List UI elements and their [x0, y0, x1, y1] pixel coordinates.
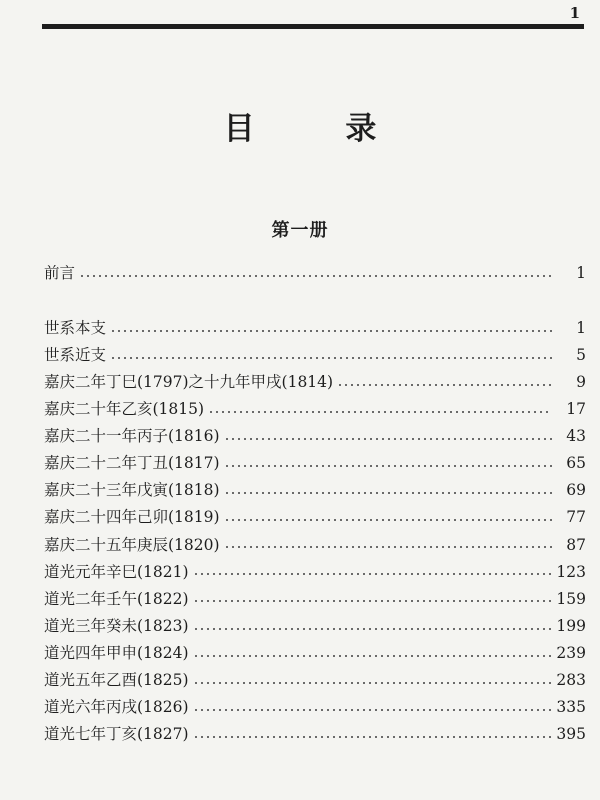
dot-leader — [224, 519, 552, 521]
toc-entry-title: 前言 — [44, 263, 76, 282]
toc-entry-title: 嘉庆二十四年己卯(1819) — [44, 508, 220, 527]
dot-leader — [193, 573, 552, 575]
dot-leader — [337, 384, 552, 386]
toc-entry-page: 87 — [566, 535, 586, 554]
toc-entry-title: 道光四年甲申(1824) — [44, 643, 189, 662]
dot-leader — [193, 600, 552, 602]
toc-entry-title: 嘉庆二十一年丙子(1816) — [44, 427, 220, 446]
toc-entry-page: 159 — [556, 589, 586, 608]
toc-entry[interactable] — [44, 694, 586, 721]
toc-group-preface — [44, 260, 586, 287]
page-number: 1 — [569, 4, 580, 22]
toc-entry[interactable] — [44, 315, 586, 342]
toc-entry[interactable] — [44, 396, 586, 423]
toc-entry[interactable] — [44, 586, 586, 613]
toc-entry-page: 65 — [566, 454, 586, 473]
toc-entry-title: 道光五年乙酉(1825) — [44, 671, 189, 690]
toc-entry-title: 道光六年丙戌(1826) — [44, 698, 189, 717]
toc-entry-page: 123 — [556, 562, 586, 581]
toc-entry-title: 世系近支 — [44, 345, 107, 364]
toc-entry-page: 239 — [556, 643, 586, 662]
toc-entry[interactable] — [44, 260, 586, 287]
toc-entry-page: 335 — [556, 698, 586, 717]
toc-entry-page: 1 — [576, 263, 586, 282]
toc-entry-title: 嘉庆二十三年戊寅(1818) — [44, 481, 220, 500]
toc-entry-page: 395 — [556, 725, 586, 744]
toc-entry[interactable] — [44, 423, 586, 450]
toc-entry-title: 嘉庆二十二年丁丑(1817) — [44, 454, 220, 473]
toc-entry[interactable] — [44, 450, 586, 477]
toc-entry-title: 道光七年丁亥(1827) — [44, 725, 189, 744]
dot-leader — [193, 709, 552, 711]
toc-entry-title: 世系本支 — [44, 318, 107, 337]
dot-leader — [224, 492, 552, 494]
dot-leader — [224, 546, 552, 548]
toc-group-main — [44, 315, 586, 749]
toc-entry-page: 283 — [556, 671, 586, 690]
toc-entry[interactable] — [44, 613, 586, 640]
toc-entry-page: 5 — [576, 345, 586, 364]
toc-entry[interactable] — [44, 505, 586, 532]
dot-leader — [208, 411, 552, 413]
dot-leader — [224, 465, 552, 467]
volume-title: 第一册 — [271, 220, 329, 241]
toc-entry-page: 69 — [566, 481, 586, 500]
toc-entry-title: 嘉庆二年丁巳(1797)之十九年甲戌(1814) — [44, 372, 334, 391]
toc-entry-page: 199 — [556, 616, 586, 635]
dot-leader — [224, 438, 552, 440]
toc-entry[interactable] — [44, 640, 586, 667]
toc-entry-page: 17 — [566, 400, 586, 419]
toc-entry-title: 嘉庆二十五年庚辰(1820) — [44, 535, 220, 554]
toc-entry-title: 道光三年癸未(1823) — [44, 616, 189, 635]
dot-leader — [79, 275, 552, 277]
toc-entry[interactable] — [44, 478, 586, 505]
toc-entry[interactable] — [44, 342, 586, 369]
toc-entry-page: 1 — [576, 318, 586, 337]
toc-entry[interactable] — [44, 559, 586, 586]
toc-entry-page: 9 — [576, 372, 586, 391]
toc-entry-title: 嘉庆二十年乙亥(1815) — [44, 400, 205, 419]
toc-entry-page: 43 — [566, 427, 586, 446]
dot-leader — [193, 655, 552, 657]
dot-leader — [110, 330, 552, 332]
toc-entry[interactable] — [44, 369, 586, 396]
page-title: 目 录 — [223, 111, 417, 147]
top-rule — [42, 24, 584, 29]
dot-leader — [110, 357, 552, 359]
dot-leader — [193, 628, 552, 630]
toc-entry-title: 道光二年壬午(1822) — [44, 589, 189, 608]
toc-entry[interactable] — [44, 532, 586, 559]
toc-entry-page: 77 — [566, 508, 586, 527]
toc-entry[interactable] — [44, 721, 586, 748]
toc-entry[interactable] — [44, 667, 586, 694]
dot-leader — [193, 682, 552, 684]
toc-entry-title: 道光元年辛巳(1821) — [44, 562, 189, 581]
dot-leader — [193, 736, 552, 738]
